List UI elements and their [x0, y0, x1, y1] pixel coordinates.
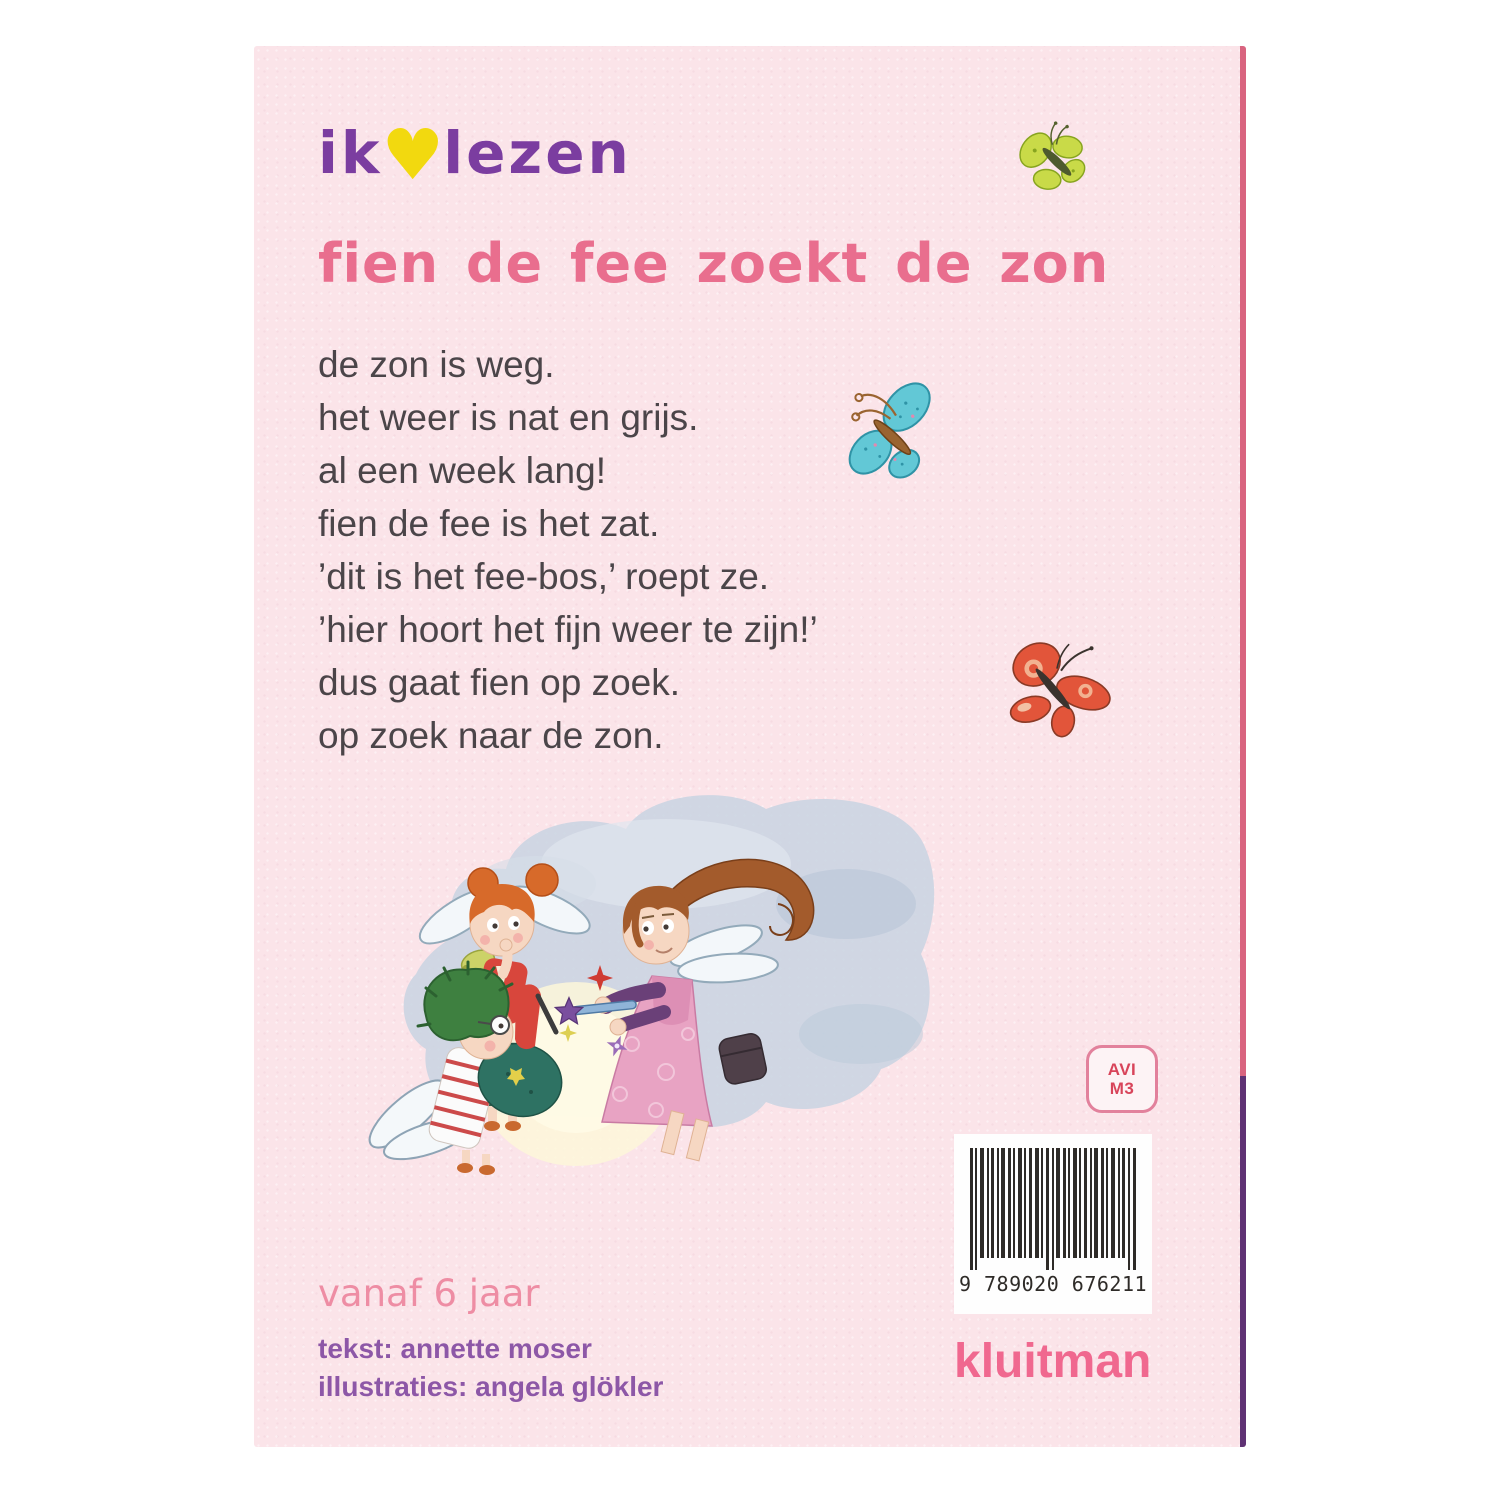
heart-icon: ♥ — [381, 114, 445, 196]
blurb-line: op zoek naar de zon. — [318, 715, 664, 756]
cover-edge-pink — [1240, 46, 1246, 1076]
blurb-line: de zon is weg. — [318, 344, 555, 385]
text-credit: tekst: annette moser — [318, 1333, 592, 1364]
credits — [318, 1330, 663, 1406]
illustration-credit: illustraties: angela glökler — [318, 1371, 664, 1402]
green-butterfly-icon — [1012, 114, 1100, 204]
blurb — [318, 338, 818, 762]
age-label: vanaf 6 jaar — [318, 1272, 540, 1315]
fairies-illustration — [366, 784, 942, 1204]
barcode-panel — [954, 1134, 1152, 1314]
blurb-line: dus gaat fien op zoek. — [318, 662, 681, 703]
avi-level-badge — [1086, 1045, 1158, 1113]
blue-butterfly-icon — [832, 366, 952, 496]
blurb-line: ’dit is het fee-bos,’ roept ze. — [318, 556, 770, 597]
logo-lezen: lezen — [443, 119, 632, 187]
avi-line2: M3 — [1109, 1079, 1135, 1098]
cover-edge-purple — [1240, 1076, 1246, 1447]
avi-line1: AVI — [1107, 1060, 1137, 1079]
barcode-icon — [968, 1148, 1138, 1270]
back-cover — [254, 46, 1246, 1447]
isbn-number: 9 789020 676211 — [958, 1272, 1148, 1296]
blurb-line: al een week lang! — [318, 450, 606, 491]
blurb-line: het weer is nat en grijs. — [318, 397, 699, 438]
series-logo — [318, 114, 632, 196]
publisher-logo: kluitman — [954, 1335, 1152, 1388]
book-title: fien de fee zoekt de zon — [318, 232, 1110, 295]
blurb-line: fien de fee is het zat. — [318, 503, 660, 544]
logo-ik: ik — [318, 119, 383, 187]
red-butterfly-icon — [1000, 630, 1120, 754]
blurb-line: ’hier hoort het fijn weer te zijn!’ — [318, 609, 818, 650]
